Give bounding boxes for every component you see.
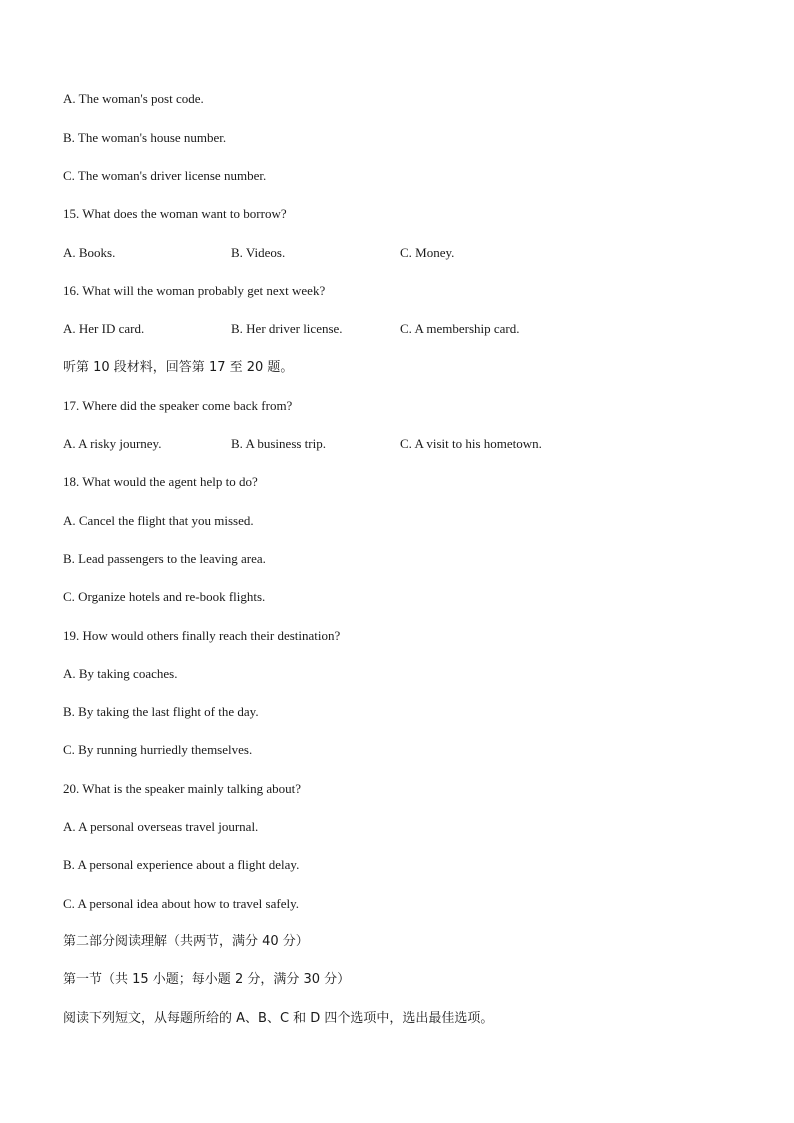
q20-option-a: A. A personal overseas travel journal. bbox=[63, 819, 259, 834]
q18-option-c: C. Organize hotels and re-book flights. bbox=[63, 589, 266, 604]
q17-question: 17. Where did the speaker come back from? bbox=[63, 398, 293, 413]
q19-question: 19. How would others finally reach their destination? bbox=[63, 628, 341, 643]
q14-option-b: B. The woman's house number. bbox=[63, 130, 227, 145]
q15-option-c: C. Money. bbox=[400, 245, 455, 260]
q15-option-b: B. Videos. bbox=[231, 245, 286, 260]
q17-option-c: C. A visit to his hometown. bbox=[400, 436, 542, 451]
q14-option-a: A. The woman's post code. bbox=[63, 91, 204, 106]
q18-option-a: A. Cancel the flight that you missed. bbox=[63, 513, 254, 528]
q15-question: 15. What does the woman want to borrow? bbox=[63, 206, 287, 221]
q19-option-c: C. By running hurriedly themselves. bbox=[63, 742, 253, 757]
q15-option-a: A. Books. bbox=[63, 245, 116, 260]
q16-option-c: C. A membership card. bbox=[400, 321, 520, 336]
q20-option-c: C. A personal idea about how to travel safely. bbox=[63, 896, 299, 911]
q20-option-b: B. A personal experience about a flight delay. bbox=[63, 857, 300, 872]
q16-option-a: A. Her ID card. bbox=[63, 321, 145, 336]
q20-question: 20. What is the speaker mainly talking about? bbox=[63, 781, 302, 796]
section10-instruction: 听第 10 段材料，回答第 17 至 20 题。 bbox=[63, 360, 294, 375]
q17-option-a: A. A risky journey. bbox=[63, 436, 162, 451]
q19-option-a: A. By taking coaches. bbox=[63, 666, 178, 681]
q18-question: 18. What would the agent help to do? bbox=[63, 474, 258, 489]
q16-question: 16. What will the woman probably get next week? bbox=[63, 283, 326, 298]
reading-instruction: 阅读下列短文，从每题所给的 A、B、C 和 D 四个选项中，选出最佳选项。 bbox=[63, 1011, 494, 1026]
q16-option-b: B. Her driver license. bbox=[231, 321, 343, 336]
q17-option-b: B. A business trip. bbox=[231, 436, 326, 451]
q19-option-b: B. By taking the last flight of the day. bbox=[63, 704, 259, 719]
q14-option-c: C. The woman's driver license number. bbox=[63, 168, 267, 183]
section1-title: 第一节（共 15 小题；每小题 2 分，满分 30 分） bbox=[63, 972, 351, 987]
q18-option-b: B. Lead passengers to the leaving area. bbox=[63, 551, 266, 566]
part2-title: 第二部分阅读理解（共两节，满分 40 分） bbox=[63, 934, 309, 949]
